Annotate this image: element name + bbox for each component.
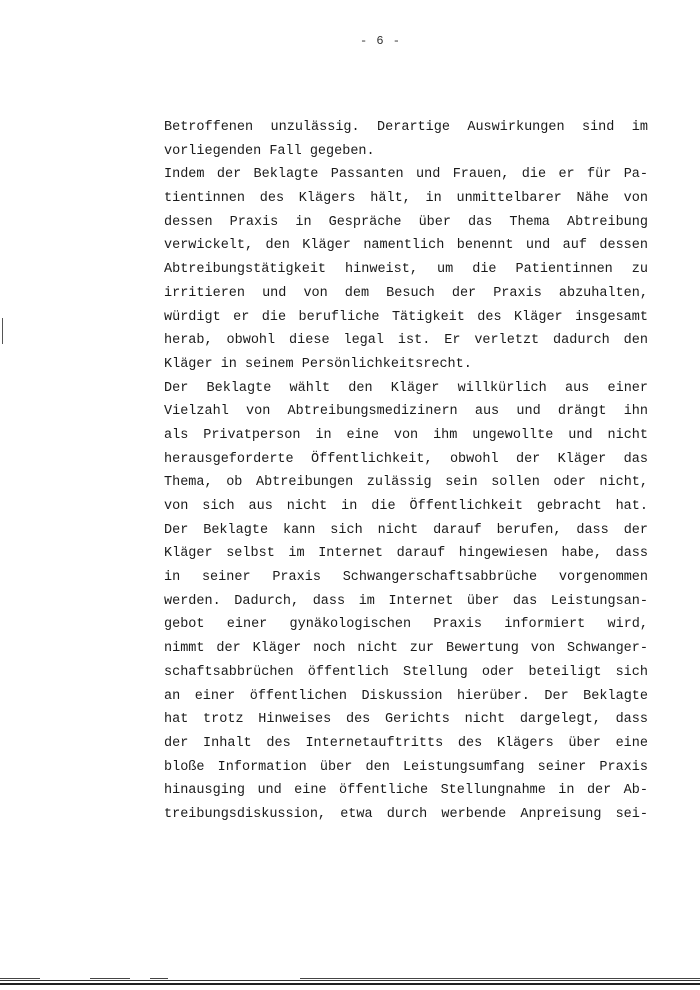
text-line: herab, obwohl diese legal ist. Er verletzt dadurch den	[164, 333, 648, 349]
text-line: in seiner Praxis Schwangerschaftsabbrüche vorgenommen	[164, 570, 648, 586]
text-line: von sich aus nicht in die Öffentlichkeit gebracht hat.	[164, 499, 648, 514]
text-line: tientinnen des Klägers hält, in unmittelbarer Nähe von	[164, 191, 648, 207]
text-line: würdigt er die berufliche Tätigkeit des Kläger insgesamt	[164, 309, 648, 325]
text-line: dessen Praxis in Gespräche über das Thema Abtreibung	[164, 214, 648, 230]
text-line: gebot einer gynäkologischen Praxis informiert wird,	[164, 617, 648, 633]
text-line: Abtreibungstätigkeit hinweist, um die Patientinnen zu	[164, 262, 648, 278]
scan-artifact-dash	[300, 978, 700, 979]
text-line: hinausging und eine öffentliche Stellungnahme in der Ab-	[164, 783, 648, 799]
text-line: Indem der Beklagte Passanten und Frauen, die er für Pa-	[164, 167, 648, 183]
text-line: Kläger in seinem Persönlichkeitsrecht.	[164, 356, 472, 372]
text-line: werden. Dadurch, dass im Internet über das Leistungsan-	[164, 593, 648, 609]
text-line: bloße Information über den Leistungsumfang seiner Praxis	[164, 759, 648, 775]
text-line: Der Beklagte wählt den Kläger willkürlich aus einer	[164, 380, 648, 396]
footer-rule	[0, 980, 700, 981]
text-line: Vielzahl von Abtreibungsmedizinern aus und drängt ihn	[164, 404, 648, 420]
body-text	[164, 116, 648, 827]
text-line: herausgeforderte Öffentlichkeit, obwohl der Kläger das	[164, 451, 648, 467]
text-line: schaftsabbrüchen öffentlich Stellung oder beteiligt sich	[164, 664, 648, 680]
text-line: Der Beklagte kann sich nicht darauf berufen, dass der	[164, 522, 648, 538]
text-line: irritieren und von dem Besuch der Praxis abzuhalten,	[164, 285, 648, 301]
text-line: nimmt der Kläger noch nicht zur Bewertung von Schwanger-	[164, 641, 648, 657]
text-line: hat trotz Hinweises des Gerichts nicht dargelegt, dass	[164, 712, 648, 728]
text-line: der Inhalt des Internetauftritts des Klägers über eine	[164, 735, 648, 751]
text-line: Thema, ob Abtreibungen zulässig sein sollen oder nicht,	[164, 475, 648, 491]
text-line: treibungsdiskussion, etwa durch werbende Anpreisung sei-	[164, 806, 648, 822]
footer-rule-bold	[0, 983, 700, 985]
text-line: als Privatperson in eine von ihm ungewollte und nicht	[164, 427, 648, 443]
text-line: an einer öffentlichen Diskussion hierüber. Der Beklagte	[164, 688, 648, 704]
scan-artifact-dash	[0, 978, 40, 979]
scan-artifact-dash	[90, 978, 130, 979]
margin-mark	[2, 318, 3, 344]
page-number: - 6 -	[360, 34, 402, 48]
scan-artifact-dash	[150, 978, 168, 979]
text-line: vorliegenden Fall gegeben.	[164, 143, 375, 159]
text-line: verwickelt, den Kläger namentlich benennt und auf dessen	[164, 238, 648, 254]
text-line: Kläger selbst im Internet darauf hingewiesen habe, dass	[164, 546, 648, 562]
text-line: Betroffenen unzulässig. Derartige Auswirkungen sind im	[164, 120, 648, 135]
